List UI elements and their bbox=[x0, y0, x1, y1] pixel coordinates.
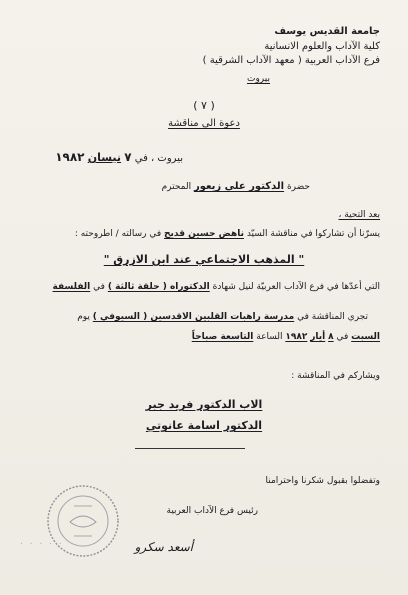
hour-label: الساعة bbox=[256, 332, 283, 342]
document-number: ( ٧ ) bbox=[193, 99, 215, 112]
city-name: بيروت bbox=[246, 74, 270, 84]
p4-in: في bbox=[336, 332, 349, 342]
event-year: ١٩٨٢ bbox=[285, 332, 308, 342]
p2-start: التي أعدّها في فرع الآداب العربيّة لنيل شهادة bbox=[212, 282, 380, 292]
p3-start: تجري المناقشة في bbox=[297, 312, 368, 322]
paragraph-venue bbox=[77, 312, 368, 322]
date-line bbox=[55, 150, 183, 164]
official-stamp-icon bbox=[44, 482, 122, 560]
p1-mid: في رسالته / اطروحته : bbox=[74, 229, 162, 239]
event-month: أيار bbox=[310, 332, 326, 342]
event-day-name: السبت bbox=[351, 332, 380, 342]
date-month: نيسان bbox=[87, 151, 122, 164]
field-name: الفلسفة bbox=[52, 282, 91, 292]
addressee-name: الدكتور علي زيعور bbox=[194, 181, 285, 192]
divider bbox=[135, 448, 245, 449]
paragraph-degree bbox=[53, 282, 380, 292]
closing-line: وتفضلوا بقبول شكرنا واحترامنا bbox=[265, 476, 380, 486]
addressee-suffix: المحترم bbox=[161, 182, 192, 192]
date-year: ١٩٨٢ bbox=[55, 150, 85, 164]
addressee-line bbox=[162, 181, 310, 192]
candidate-name: ناهض حسين قديح bbox=[164, 229, 244, 239]
date-prefix: بيروت ، في bbox=[134, 153, 183, 164]
addressee-prefix: حضرة bbox=[286, 182, 310, 192]
examiner-2: الدكتور اسامة عانوتي bbox=[145, 419, 263, 432]
p1-start: يسرّنا أن تشاركوا في مناقشة السيّد bbox=[246, 229, 380, 239]
event-day: ٨ bbox=[328, 332, 334, 342]
paragraph-datetime bbox=[192, 332, 380, 342]
signature: أسعد سكرو bbox=[134, 540, 193, 554]
examiner-1: الاب الدكتور فريد جبر bbox=[145, 398, 263, 411]
paragraph-examiners: ويشاركم في المناقشة : bbox=[291, 371, 380, 381]
event-hour: التاسعة صباحاً bbox=[191, 332, 254, 342]
document-heading: دعوة الى مناقشة bbox=[168, 118, 240, 129]
university-name: جامعة القديس يوسف bbox=[274, 26, 380, 37]
decorative-dots: . . . . . bbox=[20, 537, 64, 547]
faculty-name: كلية الآداب والعلوم الانسانية bbox=[264, 41, 380, 52]
venue-name: مدرسة راهبات القلبين الاقدسين ( السيوفي ) bbox=[92, 312, 295, 322]
date-day: ٧ bbox=[124, 150, 132, 164]
dean-title: رئيس فرع الآداب العربية bbox=[166, 506, 258, 516]
greeting: بعد التحية ، bbox=[338, 210, 380, 220]
degree-name: الدكتوراه ( حلقة ثالثة ) bbox=[107, 282, 210, 292]
branch-name: فرع الآداب العربية ( معهد الآداب الشرقية ) bbox=[202, 55, 380, 66]
paragraph-invite bbox=[75, 229, 380, 239]
thesis-title: " المذهب الاجتماعي عند ابن الازرق " bbox=[103, 253, 305, 266]
p2-in: في bbox=[93, 282, 105, 292]
p3-end: يوم bbox=[77, 312, 90, 322]
